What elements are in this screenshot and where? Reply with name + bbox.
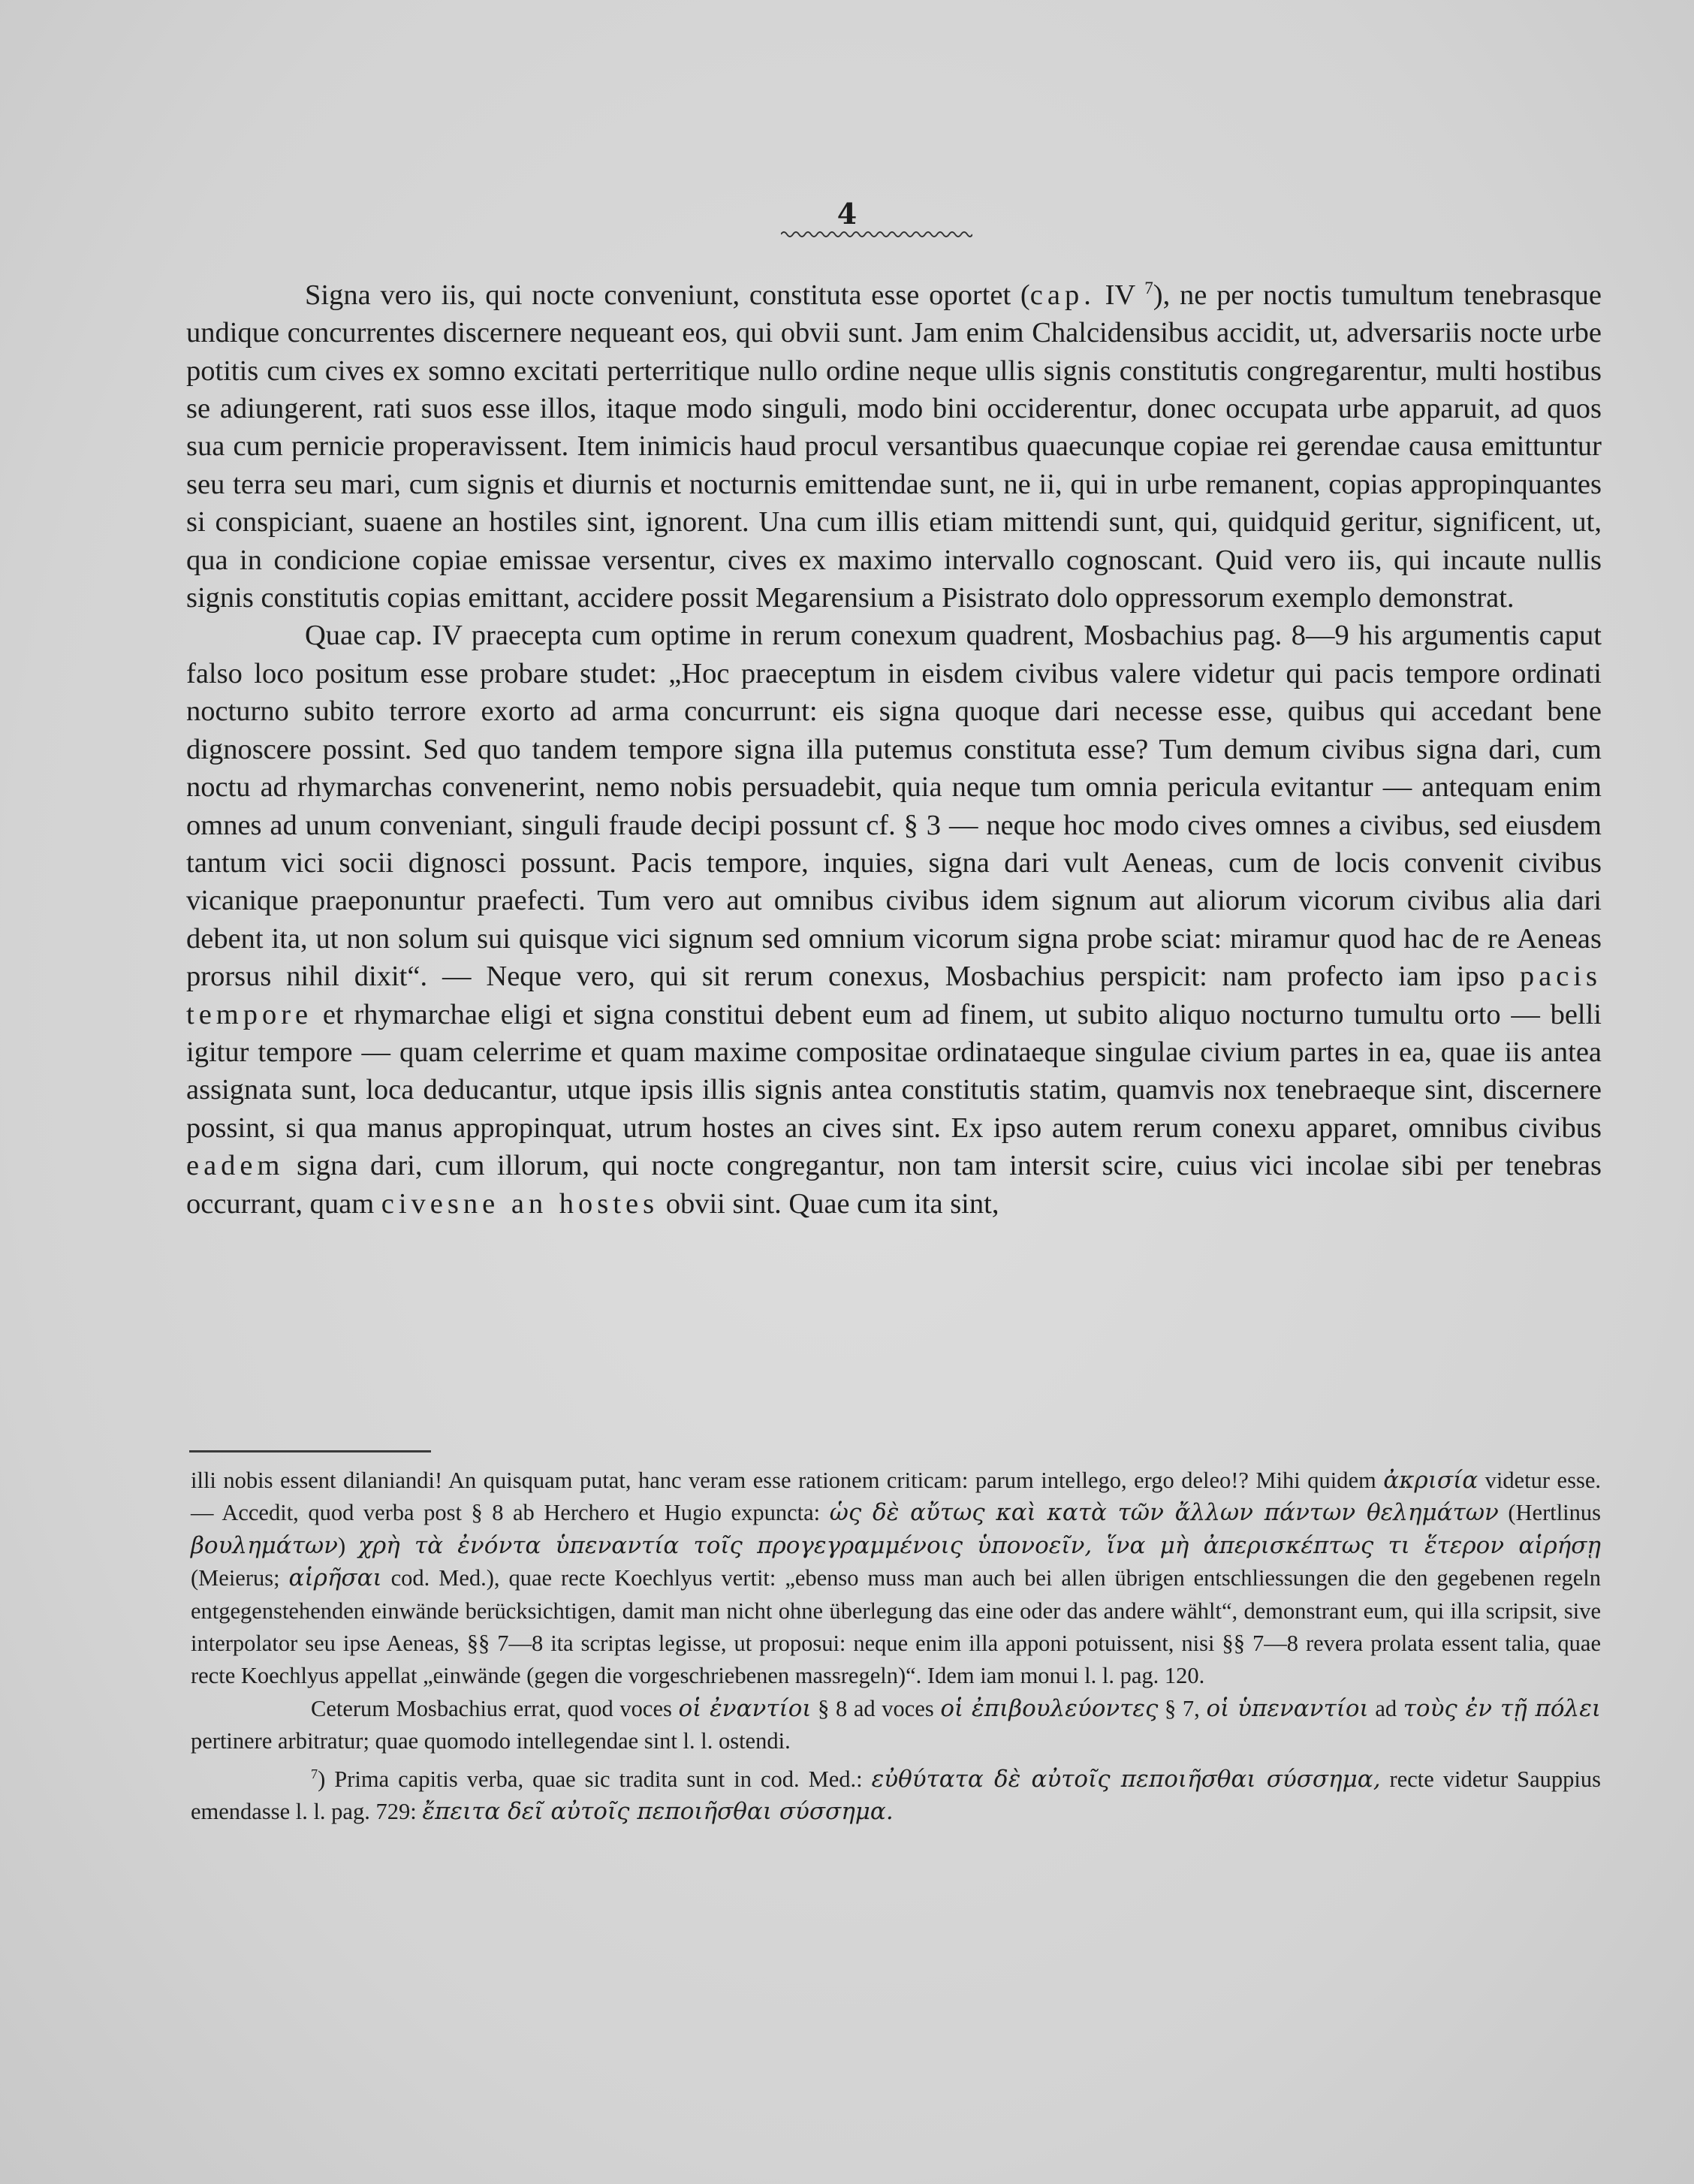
footnote-segment: illi nobis essent dilaniandi! An quisquam putat, hanc veram esse rationem criticam: parum intellego, ergo deleo!? Mihi quidem [191,1468,1384,1493]
footnote-segment: εὐθύτατα δὲ αὐτοῖς πεποιῆσθαι σύσσημα, [871,1765,1381,1793]
paragraph-segment: cap. [1029,279,1096,311]
footnote-segment: (Meierus; [191,1565,289,1591]
paragraph-segment: pacis tempore [186,961,1602,1030]
footnote-segment: videtur esse. — Accedit, quod verba post § 8 ab Herchero et Hugio expuncta: [191,1468,1601,1526]
footnote-segment: 7 [311,1766,318,1781]
footnote-segment: pertinere arbitratur; quae quomodo intellegendae sint l. l. ostendi. [191,1728,791,1754]
paragraph-segment: et rhymarchae eligi et signa constitui debent eum ad finem, ut subito aliquo nocturno tumultu orto — belli igitur tempore — quam celerrime et quam maxime compositae ordinataeque singulae civium partes in ea, quae iis antea assignata sunt, loca deducantur, utque ipsis illis signis antea constitutis statim, quamvis nox tenebraeque sint, discernere possint, si qua manus appropinquat, utrum hostes an cives sint. Ex ipso autem rerum conexu apparet, omnibus civibus [186,998,1602,1144]
footnote-segment: ὡς δὲ αὔτως καὶ κατὰ τῶν ἄλλων πάντων θελημάτων [829,1499,1499,1527]
footnotes [191,1465,1601,1829]
footnote-1 [191,1465,1601,1693]
footnote-segment: ἀκρισία [1383,1467,1478,1494]
paragraph-segment: signa dari, cum illorum, qui nocte congregantur, non tam intersit scire, cuius vici incolae sibi per tenebras occurrant, quam [186,1150,1602,1220]
footnote-rule [189,1450,431,1452]
footnote-segment: (Hertlinus [1498,1500,1602,1526]
footnote-2 [191,1693,1601,1758]
footnote-segment: αἱρῆσαι [288,1564,382,1592]
paragraph-segment: eadem [186,1150,285,1182]
paragraph-segment: civesne an hostes [381,1187,659,1220]
footnote-segment: τοὺς ἐν τῇ πόλει [1403,1694,1601,1722]
footnote-segment: cod. Med.), quae recte Koechlyus vertit: „ebenso muss man auch bei allen übrigen entschliessungen die den gegebenen regeln entgegenstehenden einwände berücksichtigen, damit man nicht ohne überlegung das eine oder das andere wählt“, demonstrant eum, qui illa scripsit, sive interpolator seu ipse Aeneas, §§ 7—8 ita scriptas legisse, ut proposui: neque enim illa apponi potuissent, nisi §§ 7—8 revera prolata essent talia, quae recte Koechlyus appellat „einwände (gegen die vorgeschriebenen massregeln)“. Idem iam monui l. l. pag. 120. [191,1565,1601,1689]
paragraph-1 [186,269,1602,617]
footnote-segment: recte videtur Sauppius emendasse l. l. pag. 729: [191,1766,1602,1825]
footnote-segment: § 7, [1158,1695,1207,1721]
footnote-segment: χρὴ τὰ ἐνόντα ὑπεναντία τοῖς προγεγραμμένοις ὑπονοεῖν, ἵνα μὴ ἀπερισκέπτως τι ἕτερον αἱρήσῃ [358,1531,1601,1559]
paragraph-segment: Quae cap. IV praecepta cum optime in rerum conexum quadrent, Mosbachius pag. 8—9 his argumentis caput falso loco positum esse probare studet: „Hoc praeceptum in eisdem civibus valere videtur qui pacis tempore ordinati nocturno subito terrore exorto ad arma concurrunt: eis signa quoque dari necesse esse, quibus qui accedant bene dignoscere possint. Sed quo tandem tempore signa illa putemus constituta esse? Tum demum civibus signa dari, cum noctu ad rhymarchas convenerint, nemo nobis persuadebit, quia neque tum omnia pericula evitantur — antequam enim omnes ad unum conveniant, singuli fraude decipi possunt cf. § 3 — neque hoc modo cives omnes a civibus, sed eiusdem tantum vici socii dignosci possunt. Pacis tempore, inquies, signa dari vult Aeneas, cum de locis convenit civibus vicanique praeponuntur praefecti. Tum vero aut omnibus civibus idem signum aut aliorum vicorum civibus alia dari debent ita, ut non solum sui quisque vici signum sed omnium vicorum signa probe sciat: miramur quod hac de re Aeneas prorsus nihil dixit“. — Neque vero, qui sit rerum conexus, Mosbachius perspicit: nam profecto iam ipso [186,620,1602,993]
paragraph-segment: IV [1095,279,1145,311]
footnote-segment: ) Prima capitis verba, quae sic tradita sunt in cod. Med.: [318,1766,872,1792]
footnote-segment: Ceterum Mosbachius errat, quod voces [311,1695,679,1721]
footnote-3 [191,1758,1601,1829]
footnote-segment: οἱ ὑπεναντίοι [1206,1694,1369,1722]
footnote-segment: ad [1368,1695,1403,1721]
paragraph-segment: 7 [1144,278,1153,297]
page-number: 4 [836,197,858,231]
paragraph-segment: ), ne per noctis tumultum tenebrasque undique concurrentes discernere nequeant eos, qui obvii sunt. Jam enim Chalcidensibus accidit, ut, adversariis nocte urbe potitis cum cives ex somno excitati perterritique nullo ordine neque ullis signis constitutis congregarentur, multi hostibus se adiungerent, rati suos esse illos, itaque modo singuli, modo bini occiderentur, donec occupata urbe apparuit, ad quos sua cum pernicie properavissent. Item inimicis haud procul versantibus quaecunque copiae rei gerendae causa emittuntur seu terra seu mari, cum signis et diurnis et nocturnis emittendae sunt, ne ii, qui in urbe remanent, copias appropinquantes si conspiciant, suaene an hostiles sint, ignorent. Una cum illis etiam mittendi sunt, qui, quidquid geritur, significent, ut, qua in condicione copiae emissae versentur, cives ex maximo intervallo cognoscant. Quid vero iis, qui incaute nullis signis constitutis copias emittant, accidere possit Megarensium a Pisistrato dolo oppressorum exemplo demonstrat. [186,279,1602,614]
footnote-segment: ) [338,1532,359,1558]
footnote-segment: βουλημάτων [191,1531,339,1559]
footnote-segment: ἔπειτα δεῖ αὐτοῖς πεποιῆσθαι σύσσημα. [422,1798,894,1826]
wavy-ornament [781,229,972,240]
footnote-segment: § 8 ad voces [811,1695,941,1721]
footnote-segment: οἱ ἐπιβουλεύοντες [940,1694,1159,1722]
paragraph-2 [186,617,1602,1223]
footnote-segment: οἱ ἐναντίοι [678,1694,812,1722]
paragraph-segment: obvii sint. Quae cum ita sint, [659,1187,999,1220]
paragraph-segment: Signa vero iis, qui nocte conveniunt, constituta esse oportet ( [305,279,1030,311]
main-text [186,269,1602,1223]
